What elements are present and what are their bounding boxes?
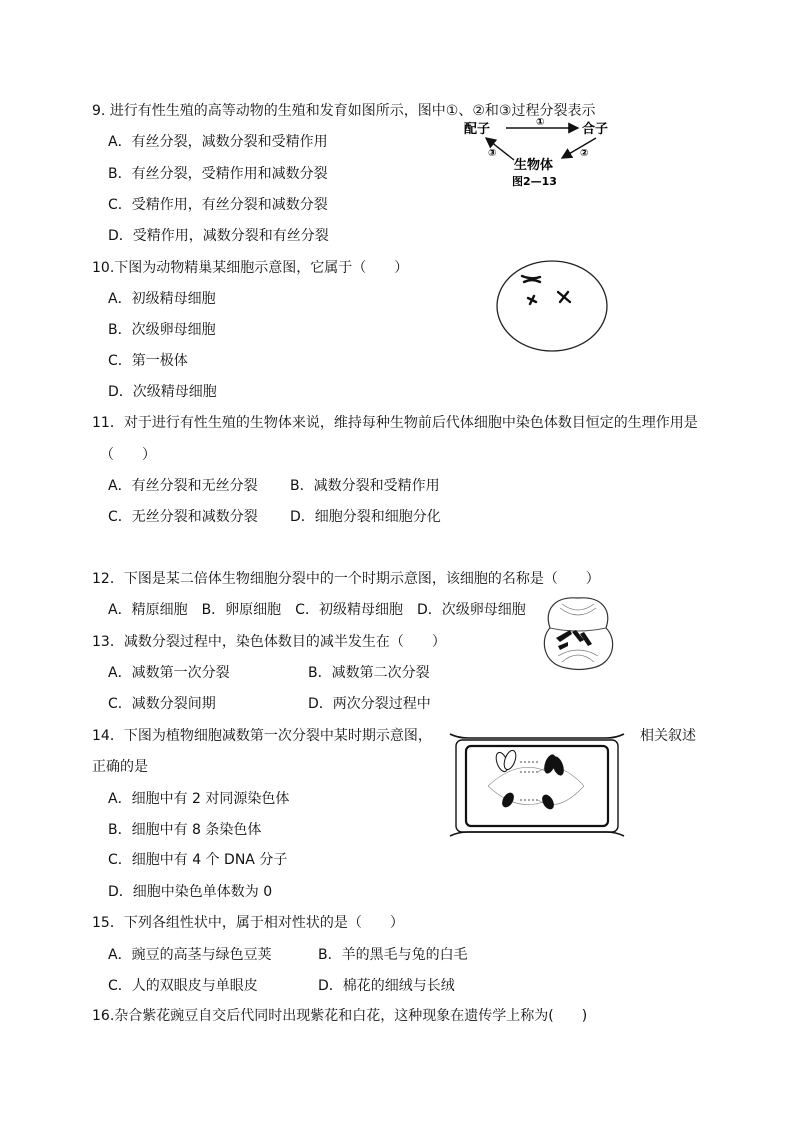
q11-answer-paren: （ ）: [100, 447, 156, 463]
q11-option-d: D．细胞分裂和细胞分化: [290, 509, 441, 525]
reproduction-cycle-diagram: [462, 114, 620, 190]
diagram-node-organism: 生物体: [514, 158, 554, 173]
step-1-label: ①: [536, 117, 545, 128]
q9-option-a: A．有丝分裂，减数分裂和受精作用: [108, 134, 328, 150]
q10-option-a: A．初级精母细胞: [108, 291, 216, 307]
question-9-stem: 9. 进行有性生殖的高等动物的生殖和发育如图所示，图中①、②和③过程分裂表示: [92, 103, 596, 119]
q14-option-d: D．细胞中染色单体数为 0: [108, 884, 273, 900]
cell-wall: [466, 746, 608, 826]
q13-option-c: C．减数分裂间期: [108, 696, 216, 712]
question-16-stem: 16.杂合紫花豌豆自交后代同时出现紫花和白花，这种现象在遗传学上称为( ): [92, 1008, 588, 1024]
step-2-label: ②: [580, 148, 589, 159]
question-14-stem-right: 相关叙述: [640, 728, 696, 744]
q14-option-a: A．细胞中有 2 对同源染色体: [108, 791, 290, 807]
question-12-stem: 12．下图是某二倍体生物细胞分裂中的一个时期示意图，该细胞的名称是（ ）: [92, 571, 600, 587]
furrow: [550, 628, 606, 631]
q9-option-b: B．有丝分裂，受精作用和减数分裂: [108, 166, 328, 182]
chromosomes: [556, 630, 592, 650]
diagram-caption: 图2—13: [512, 175, 557, 188]
q10-option-c: C．第一极体: [108, 353, 188, 369]
q14-option-b: B．细胞中有 8 条染色体: [108, 822, 262, 838]
q14-option-c: C．细胞中有 4 个 DNA 分子: [108, 852, 288, 868]
chromosomes: [522, 276, 570, 304]
q15-option-b: B．羊的黑毛与兔的白毛: [318, 947, 468, 963]
diagram-node-gamete: 配子: [464, 122, 491, 137]
dividing-cell-diagram: [536, 594, 620, 674]
step-3-label: ③: [488, 148, 497, 159]
q10-option-b: B．次级卵母细胞: [108, 322, 216, 338]
q15-option-a: A．豌豆的高茎与绿色豆荚: [108, 947, 272, 963]
q9-option-c: C．受精作用，有丝分裂和减数分裂: [108, 197, 328, 213]
q9-option-d: D．受精作用，减数分裂和有丝分裂: [108, 228, 329, 244]
question-15-stem: 15．下列各组性状中，属于相对性状的是（ ）: [92, 915, 404, 931]
q11-option-a: A．有丝分裂和无丝分裂: [108, 478, 258, 494]
q13-option-b: B．减数第二次分裂: [308, 665, 430, 681]
question-13-stem: 13．减数分裂过程中，染色体数目的减半发生在（ ）: [92, 634, 446, 650]
q15-option-c: C．人的双眼皮与单眼皮: [108, 978, 258, 994]
arrow-step-2: [562, 138, 596, 158]
spindle-fibers: [488, 767, 584, 804]
question-11-stem: 11．对于进行有性生殖的生物体来说，维持每种生物前后代体细胞中染色体数目恒定的生理作用是: [92, 415, 698, 431]
cell-membrane: [497, 261, 607, 351]
sperm-cell-diagram: [494, 258, 610, 354]
diagram-node-zygote: 合子: [582, 122, 609, 137]
question-14-stem: 14．下图为植物细胞减数第一次分裂中某时期示意图，: [92, 728, 432, 744]
question-10-stem: 10.下图为动物精巢某细胞示意图，它属于（ ）: [92, 260, 409, 276]
q15-option-d: D．棉花的细绒与长绒: [318, 978, 455, 994]
q13-option-a: A．减数第一次分裂: [108, 665, 230, 681]
plant-cell-meiosis-diagram: [448, 728, 626, 842]
q12-options: A．精原细胞 B．卵原细胞 C．初级精母细胞 D．次级卵母细胞: [108, 602, 526, 618]
q11-option-b: B．减数分裂和受精作用: [290, 478, 440, 494]
q11-option-c: C．无丝分裂和减数分裂: [108, 509, 258, 525]
question-14-stem-cont: 正确的是: [92, 759, 148, 775]
q13-option-d: D．两次分裂过程中: [308, 696, 431, 712]
q10-option-d: D．次级精母细胞: [108, 384, 217, 400]
